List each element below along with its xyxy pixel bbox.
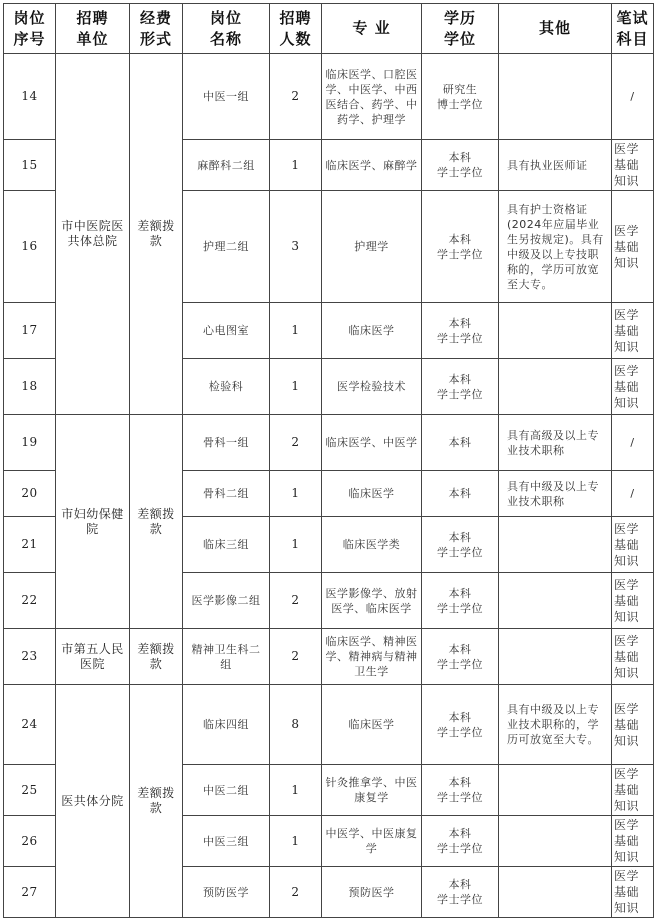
seq-cell: 26 <box>4 816 56 867</box>
name-cell: 预防医学 <box>183 867 270 918</box>
unit-cell: 市中医院医共体总院 <box>56 54 130 415</box>
other-cell <box>499 54 612 140</box>
edu-cell: 研究生 博士学位 <box>422 54 499 140</box>
header-seq: 岗位 序号 <box>4 4 56 54</box>
name-cell: 骨科一组 <box>183 415 270 471</box>
edu-cell: 本科 学士学位 <box>422 517 499 573</box>
count-cell: 1 <box>270 359 322 415</box>
seq-cell: 17 <box>4 303 56 359</box>
major-cell: 预防医学 <box>322 867 422 918</box>
major-cell: 护理学 <box>322 191 422 303</box>
major-cell: 医学检验技术 <box>322 359 422 415</box>
count-cell: 8 <box>270 685 322 765</box>
exam-cell: 医学基础知识 <box>612 359 654 415</box>
header-fund: 经费 形式 <box>130 4 183 54</box>
table-row <box>4 54 654 140</box>
seq-cell: 16 <box>4 191 56 303</box>
fund-cell: 差额拨款 <box>130 415 183 629</box>
header-exam: 笔试 科目 <box>612 4 654 54</box>
major-cell: 中医学、中医康复学 <box>322 816 422 867</box>
edu-cell: 本科 学士学位 <box>422 359 499 415</box>
name-cell: 麻醉科二组 <box>183 140 270 191</box>
exam-cell: 医学基础知识 <box>612 140 654 191</box>
seq-cell: 23 <box>4 629 56 685</box>
edu-cell: 本科 学士学位 <box>422 573 499 629</box>
other-cell <box>499 359 612 415</box>
edu-cell: 本科 学士学位 <box>422 816 499 867</box>
name-cell: 护理二组 <box>183 191 270 303</box>
fund-cell: 差额拨款 <box>130 629 183 685</box>
other-cell: 具有高级及以上专业技术职称 <box>499 415 612 471</box>
other-cell <box>499 573 612 629</box>
major-cell: 临床医学 <box>322 471 422 517</box>
other-cell <box>499 816 612 867</box>
seq-cell: 18 <box>4 359 56 415</box>
seq-cell: 27 <box>4 867 56 918</box>
count-cell: 3 <box>270 191 322 303</box>
header-other: 其他 <box>499 4 612 54</box>
other-cell <box>499 867 612 918</box>
name-cell: 精神卫生科二组 <box>183 629 270 685</box>
major-cell: 临床医学、中医学 <box>322 415 422 471</box>
exam-cell: 医学基础知识 <box>612 685 654 765</box>
other-cell: 具有中级及以上专业技术职称的，学历可放宽至大专。 <box>499 685 612 765</box>
count-cell: 1 <box>270 765 322 816</box>
name-cell: 检验科 <box>183 359 270 415</box>
other-cell: 具有执业医师证 <box>499 140 612 191</box>
count-cell: 2 <box>270 867 322 918</box>
name-cell: 骨科二组 <box>183 471 270 517</box>
header-row <box>4 4 654 54</box>
edu-cell: 本科 学士学位 <box>422 191 499 303</box>
table-row <box>4 685 654 765</box>
seq-cell: 24 <box>4 685 56 765</box>
seq-cell: 21 <box>4 517 56 573</box>
exam-cell: / <box>612 415 654 471</box>
fund-cell: 差额拨款 <box>130 54 183 415</box>
name-cell: 医学影像二组 <box>183 573 270 629</box>
fund-cell: 差额拨款 <box>130 685 183 918</box>
major-cell: 临床医学 <box>322 303 422 359</box>
name-cell: 临床三组 <box>183 517 270 573</box>
edu-cell: 本科 学士学位 <box>422 629 499 685</box>
count-cell: 1 <box>270 816 322 867</box>
header-count: 招聘 人数 <box>270 4 322 54</box>
major-cell: 临床医学、精神医学、精神病与精神卫生学 <box>322 629 422 685</box>
other-cell: 具有护士资格证(2024年应届毕业生另按规定)。具有中级及以上专技职称的，学历可放宽至大专。 <box>499 191 612 303</box>
count-cell: 1 <box>270 140 322 191</box>
seq-cell: 19 <box>4 415 56 471</box>
edu-cell: 本科 学士学位 <box>422 140 499 191</box>
table-row <box>4 415 654 471</box>
other-cell <box>499 765 612 816</box>
edu-cell: 本科 学士学位 <box>422 867 499 918</box>
header-name: 岗位 名称 <box>183 4 270 54</box>
header-unit: 招聘 单位 <box>56 4 130 54</box>
edu-cell: 本科 学士学位 <box>422 765 499 816</box>
exam-cell: 医学基础知识 <box>612 629 654 685</box>
header-major: 专 业 <box>322 4 422 54</box>
exam-cell: 医学基础知识 <box>612 573 654 629</box>
other-cell: 具有中级及以上专业技术职称 <box>499 471 612 517</box>
exam-cell: / <box>612 471 654 517</box>
count-cell: 2 <box>270 415 322 471</box>
count-cell: 1 <box>270 471 322 517</box>
unit-cell: 市妇幼保健院 <box>56 415 130 629</box>
edu-cell: 本科 <box>422 415 499 471</box>
major-cell: 针灸推拿学、中医康复学 <box>322 765 422 816</box>
major-cell: 临床医学、口腔医学、中医学、中西医结合、药学、中药学、护理学 <box>322 54 422 140</box>
seq-cell: 25 <box>4 765 56 816</box>
exam-cell: 医学基础知识 <box>612 303 654 359</box>
exam-cell: 医学基础知识 <box>612 867 654 918</box>
seq-cell: 14 <box>4 54 56 140</box>
other-cell <box>499 629 612 685</box>
other-cell <box>499 303 612 359</box>
count-cell: 2 <box>270 54 322 140</box>
major-cell: 临床医学、麻醉学 <box>322 140 422 191</box>
seq-cell: 22 <box>4 573 56 629</box>
count-cell: 2 <box>270 573 322 629</box>
major-cell: 医学影像学、放射医学、临床医学 <box>322 573 422 629</box>
major-cell: 临床医学类 <box>322 517 422 573</box>
exam-cell: 医学基础知识 <box>612 816 654 867</box>
exam-cell: 医学基础知识 <box>612 765 654 816</box>
seq-cell: 20 <box>4 471 56 517</box>
exam-cell: / <box>612 54 654 140</box>
unit-cell: 医共体分院 <box>56 685 130 918</box>
count-cell: 1 <box>270 303 322 359</box>
edu-cell: 本科 学士学位 <box>422 685 499 765</box>
unit-cell: 市第五人民医院 <box>56 629 130 685</box>
edu-cell: 本科 <box>422 471 499 517</box>
count-cell: 1 <box>270 517 322 573</box>
other-cell <box>499 517 612 573</box>
table-row <box>4 629 654 685</box>
header-edu: 学历 学位 <box>422 4 499 54</box>
name-cell: 中医一组 <box>183 54 270 140</box>
major-cell: 临床医学 <box>322 685 422 765</box>
recruitment-table <box>3 3 654 918</box>
seq-cell: 15 <box>4 140 56 191</box>
name-cell: 中医二组 <box>183 765 270 816</box>
name-cell: 心电图室 <box>183 303 270 359</box>
exam-cell: 医学基础知识 <box>612 191 654 303</box>
name-cell: 中医三组 <box>183 816 270 867</box>
exam-cell: 医学基础知识 <box>612 517 654 573</box>
name-cell: 临床四组 <box>183 685 270 765</box>
edu-cell: 本科 学士学位 <box>422 303 499 359</box>
count-cell: 2 <box>270 629 322 685</box>
